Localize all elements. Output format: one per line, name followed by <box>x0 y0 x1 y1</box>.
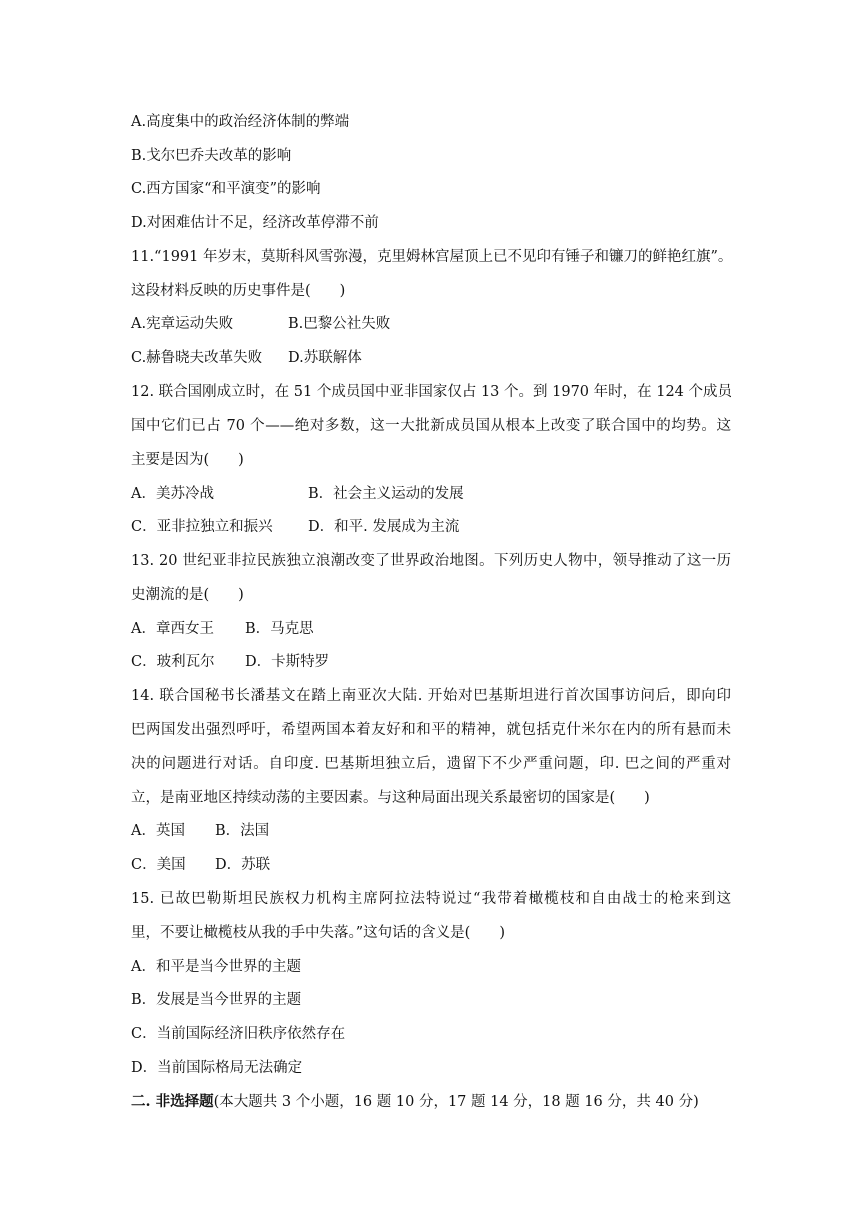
q12-option-b: B．社会主义运动的发展 <box>308 486 464 502</box>
q14-stem-line-4: 立，是南亚地区持续动荡的主要因素。与这种局面出现关系最密切的国家是( ) <box>131 790 650 806</box>
q11-option-d: D.苏联解体 <box>288 350 362 366</box>
q14-stem-line-1: 14. 联合国秘书长潘基文在踏上南亚次大陆. 开始对巴基斯坦进行首次国事访问后，即向印 <box>131 688 731 704</box>
q12-option-a: A．美苏冷战 <box>131 486 214 502</box>
section-2-note: (本大题共 3 个小题，16 题 10 分，17 题 14 分，18 题 16 分，共 40 分) <box>213 1094 699 1110</box>
q13-option-b: B．马克思 <box>245 621 314 637</box>
q11-option-a: A.宪章运动失败 <box>131 316 234 332</box>
q14-option-c: C．美国 <box>131 857 186 873</box>
q10-option-d: D.对困难估计不足，经济改革停滞不前 <box>131 215 379 231</box>
q12-stem-line-1: 12. 联合国刚成立时，在 51 个成员国中亚非国家仅占 13 个。到 1970 年时，在 124 个成员 <box>131 384 733 400</box>
q11-stem-line-1: 11.“1991 年岁末，莫斯科风雪弥漫，克里姆林宫屋顶上已不见印有锤子和镰刀的鲜艳红旗”。 <box>131 249 733 265</box>
q11-options-row-2 <box>131 348 362 368</box>
q12-options-row-1 <box>131 484 464 504</box>
q13-option-a: A．章西女王 <box>131 621 214 637</box>
q15-stem-line-2: 里，不要让橄榄枝从我的手中失落。”这句话的含义是( ) <box>131 925 505 941</box>
q15-option-b: B．发展是当今世界的主题 <box>131 992 302 1008</box>
q10-option-b: B.戈尔巴乔夫改革的影响 <box>131 148 292 164</box>
q12-option-c: C．亚非拉独立和振兴 <box>131 519 273 535</box>
section-2-heading <box>131 1092 699 1112</box>
q15-stem-line-1: 15. 已故巴勒斯坦民族权力机构主席阿拉法特说过“我带着橄榄枝和自由战士的枪来到这 <box>131 891 731 907</box>
q12-stem-line-3: 主要是因为( ) <box>131 452 244 468</box>
q13-options-row-2 <box>131 652 330 672</box>
q14-stem-line-2: 巴两国发出强烈呼吁，希望两国本着友好和和平的精神，就包括克什米尔在内的所有悬而未 <box>131 722 731 738</box>
q10-option-c: C.西方国家“和平演变”的影响 <box>131 181 321 197</box>
q15-option-a: A．和平是当今世界的主题 <box>131 959 301 975</box>
q14-options-row-1 <box>131 821 270 841</box>
q14-option-d: D．苏联 <box>215 857 271 873</box>
q13-options-row-1 <box>131 619 314 639</box>
q11-option-b: B.巴黎公社失败 <box>288 316 391 332</box>
q14-option-b: B．法国 <box>215 823 270 839</box>
q15-option-c: C．当前国际经济旧秩序依然存在 <box>131 1026 346 1042</box>
q11-stem-line-2: 这段材料反映的历史事件是( ) <box>131 283 346 299</box>
q14-stem-line-3: 决的问题进行对话。自印度. 巴基斯坦独立后，遗留下不少严重问题，印. 巴之间的严重对 <box>131 756 731 772</box>
q13-option-c: C．玻利瓦尔 <box>131 654 215 670</box>
q15-option-d: D．当前国际格局无法确定 <box>131 1060 303 1076</box>
q13-stem-line-2: 史潮流的是( ) <box>131 587 244 603</box>
section-2-title: 二. 非选择题 <box>131 1093 214 1110</box>
q13-stem-line-1: 13. 20 世纪亚非拉民族独立浪潮改变了世界政治地图。下列历史人物中，领导推动了这一历 <box>131 553 731 569</box>
q12-stem-line-2: 国中它们已占 70 个——绝对多数，这一大批新成员国从根本上改变了联合国中的均势。这 <box>131 418 731 434</box>
q12-option-d: D．和平. 发展成为主流 <box>308 519 460 535</box>
q12-options-row-2 <box>131 517 460 537</box>
q10-option-a: A.高度集中的政治经济体制的弊端 <box>131 114 350 130</box>
q14-option-a: A．英国 <box>131 823 185 839</box>
q11-options-row-1 <box>131 314 391 334</box>
q13-option-d: D．卡斯特罗 <box>245 654 330 670</box>
q14-options-row-2 <box>131 855 271 875</box>
q11-option-c: C.赫鲁晓夫改革失败 <box>131 350 263 366</box>
